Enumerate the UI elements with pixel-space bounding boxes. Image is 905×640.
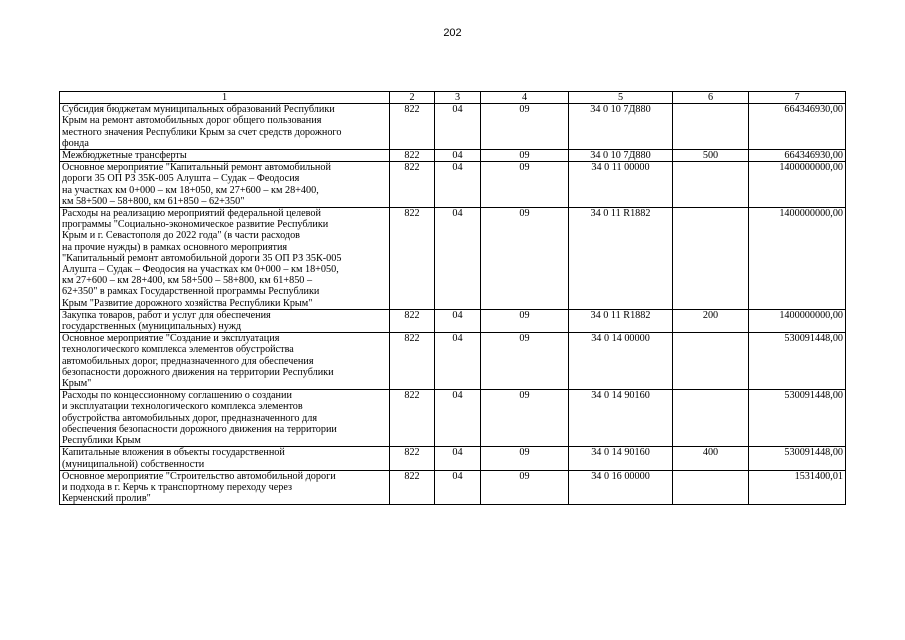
subsection-code-cell: 09 bbox=[481, 150, 569, 162]
target-article-cell: 34 0 14 90160 bbox=[569, 447, 673, 470]
amount-cell: 530091448,00 bbox=[749, 333, 846, 390]
expense-type-cell: 500 bbox=[673, 150, 749, 162]
subsection-code-cell: 09 bbox=[481, 309, 569, 332]
target-article-cell: 34 0 10 7Д880 bbox=[569, 150, 673, 162]
expense-type-cell bbox=[673, 208, 749, 310]
ministry-code-cell: 822 bbox=[390, 208, 435, 310]
amount-cell: 1400000000,00 bbox=[749, 309, 846, 332]
table-row bbox=[60, 333, 846, 390]
item-name-cell: Основное мероприятие "Капитальный ремонт автомобильной дороги 35 ОП РЗ 35К-005 Алушта – Судак – Феодосия на участках км 0+000 – км 18+050, км 27+600 – км 28+400, км 58+500 – 58+800, км 61+850 – 62+350" bbox=[60, 162, 390, 208]
amount-cell: 530091448,00 bbox=[749, 447, 846, 470]
section-code-cell: 04 bbox=[435, 162, 481, 208]
column-header: 3 bbox=[435, 92, 481, 104]
subsection-code-cell: 09 bbox=[481, 447, 569, 470]
section-code-cell: 04 bbox=[435, 104, 481, 150]
item-name-cell: Расходы по концессионному соглашению о создании и эксплуатации технологического комплекса элементов обустройства автомобильных дорог, предназначенного для обеспечения безопасности дорожного движения на территории Республики Крым bbox=[60, 390, 390, 447]
table-row bbox=[60, 470, 846, 505]
target-article-cell: 34 0 14 00000 bbox=[569, 333, 673, 390]
column-header: 6 bbox=[673, 92, 749, 104]
amount-cell: 664346930,00 bbox=[749, 150, 846, 162]
item-name-cell: Субсидия бюджетам муниципальных образований Республики Крым на ремонт автомобильных дорог общего пользования местного значения Республики Крым за счет средств дорожного фонда bbox=[60, 104, 390, 150]
amount-cell: 1400000000,00 bbox=[749, 162, 846, 208]
page-number: 202 bbox=[443, 27, 462, 39]
budget-table bbox=[59, 91, 846, 505]
table-row bbox=[60, 162, 846, 208]
section-code-cell: 04 bbox=[435, 208, 481, 310]
subsection-code-cell: 09 bbox=[481, 208, 569, 310]
amount-cell: 1400000000,00 bbox=[749, 208, 846, 310]
ministry-code-cell: 822 bbox=[390, 470, 435, 505]
item-name-cell: Основное мероприятие "Создание и эксплуатация технологического комплекса элементов обустройства автомобильных дорог, предназначенного для обеспечения безопасности дорожного движения на территории Республики Крым" bbox=[60, 333, 390, 390]
expense-type-cell: 200 bbox=[673, 309, 749, 332]
target-article-cell: 34 0 11 00000 bbox=[569, 162, 673, 208]
item-name-cell: Межбюджетные трансферты bbox=[60, 150, 390, 162]
expense-type-cell bbox=[673, 333, 749, 390]
table-row bbox=[60, 309, 846, 332]
table-row bbox=[60, 104, 846, 150]
header-row bbox=[60, 92, 846, 104]
amount-cell: 530091448,00 bbox=[749, 390, 846, 447]
amount-cell: 664346930,00 bbox=[749, 104, 846, 150]
ministry-code-cell: 822 bbox=[390, 309, 435, 332]
item-name-cell: Капитальные вложения в объекты государственной (муниципальной) собственности bbox=[60, 447, 390, 470]
ministry-code-cell: 822 bbox=[390, 162, 435, 208]
expense-type-cell bbox=[673, 390, 749, 447]
target-article-cell: 34 0 16 00000 bbox=[569, 470, 673, 505]
section-code-cell: 04 bbox=[435, 333, 481, 390]
table-row bbox=[60, 390, 846, 447]
ministry-code-cell: 822 bbox=[390, 333, 435, 390]
section-code-cell: 04 bbox=[435, 150, 481, 162]
item-name-cell: Закупка товаров, работ и услуг для обеспечения государственных (муниципальных) нужд bbox=[60, 309, 390, 332]
target-article-cell: 34 0 14 90160 bbox=[569, 390, 673, 447]
section-code-cell: 04 bbox=[435, 390, 481, 447]
target-article-cell: 34 0 11 R1882 bbox=[569, 309, 673, 332]
column-header: 7 bbox=[749, 92, 846, 104]
table-row bbox=[60, 150, 846, 162]
table-row bbox=[60, 208, 846, 310]
table-row bbox=[60, 447, 846, 470]
expense-type-cell bbox=[673, 104, 749, 150]
subsection-code-cell: 09 bbox=[481, 470, 569, 505]
ministry-code-cell: 822 bbox=[390, 447, 435, 470]
expense-type-cell bbox=[673, 470, 749, 505]
section-code-cell: 04 bbox=[435, 470, 481, 505]
item-name-cell: Основное мероприятие "Строительство автомобильной дороги и подхода в г. Керчь к транспортному переходу через Керченский пролив" bbox=[60, 470, 390, 505]
subsection-code-cell: 09 bbox=[481, 390, 569, 447]
subsection-code-cell: 09 bbox=[481, 333, 569, 390]
column-header: 1 bbox=[60, 92, 390, 104]
ministry-code-cell: 822 bbox=[390, 104, 435, 150]
subsection-code-cell: 09 bbox=[481, 162, 569, 208]
expense-type-cell: 400 bbox=[673, 447, 749, 470]
column-header: 4 bbox=[481, 92, 569, 104]
section-code-cell: 04 bbox=[435, 309, 481, 332]
target-article-cell: 34 0 11 R1882 bbox=[569, 208, 673, 310]
column-header: 5 bbox=[569, 92, 673, 104]
column-header: 2 bbox=[390, 92, 435, 104]
subsection-code-cell: 09 bbox=[481, 104, 569, 150]
target-article-cell: 34 0 10 7Д880 bbox=[569, 104, 673, 150]
ministry-code-cell: 822 bbox=[390, 150, 435, 162]
ministry-code-cell: 822 bbox=[390, 390, 435, 447]
item-name-cell: Расходы на реализацию мероприятий федеральной целевой программы "Социально-экономическое развитие Республики Крым и г. Севастополя до 2022 года" (в части расходов на прочие нужды) в рамках основного мероприятия "Капитальный ремонт автомобильной дороги 35 ОП РЗ 35К-005 Алушта – Судак – Феодосия на участках км 0+000 – км 18+050, км 27+600 – км 28+400, км 58+500 – 58+800, км 61+850 – 62+350" в рамках Государственной программы Республики Крым "Развитие дорожного хозяйства Республики Крым" bbox=[60, 208, 390, 310]
section-code-cell: 04 bbox=[435, 447, 481, 470]
amount-cell: 1531400,01 bbox=[749, 470, 846, 505]
expense-type-cell bbox=[673, 162, 749, 208]
